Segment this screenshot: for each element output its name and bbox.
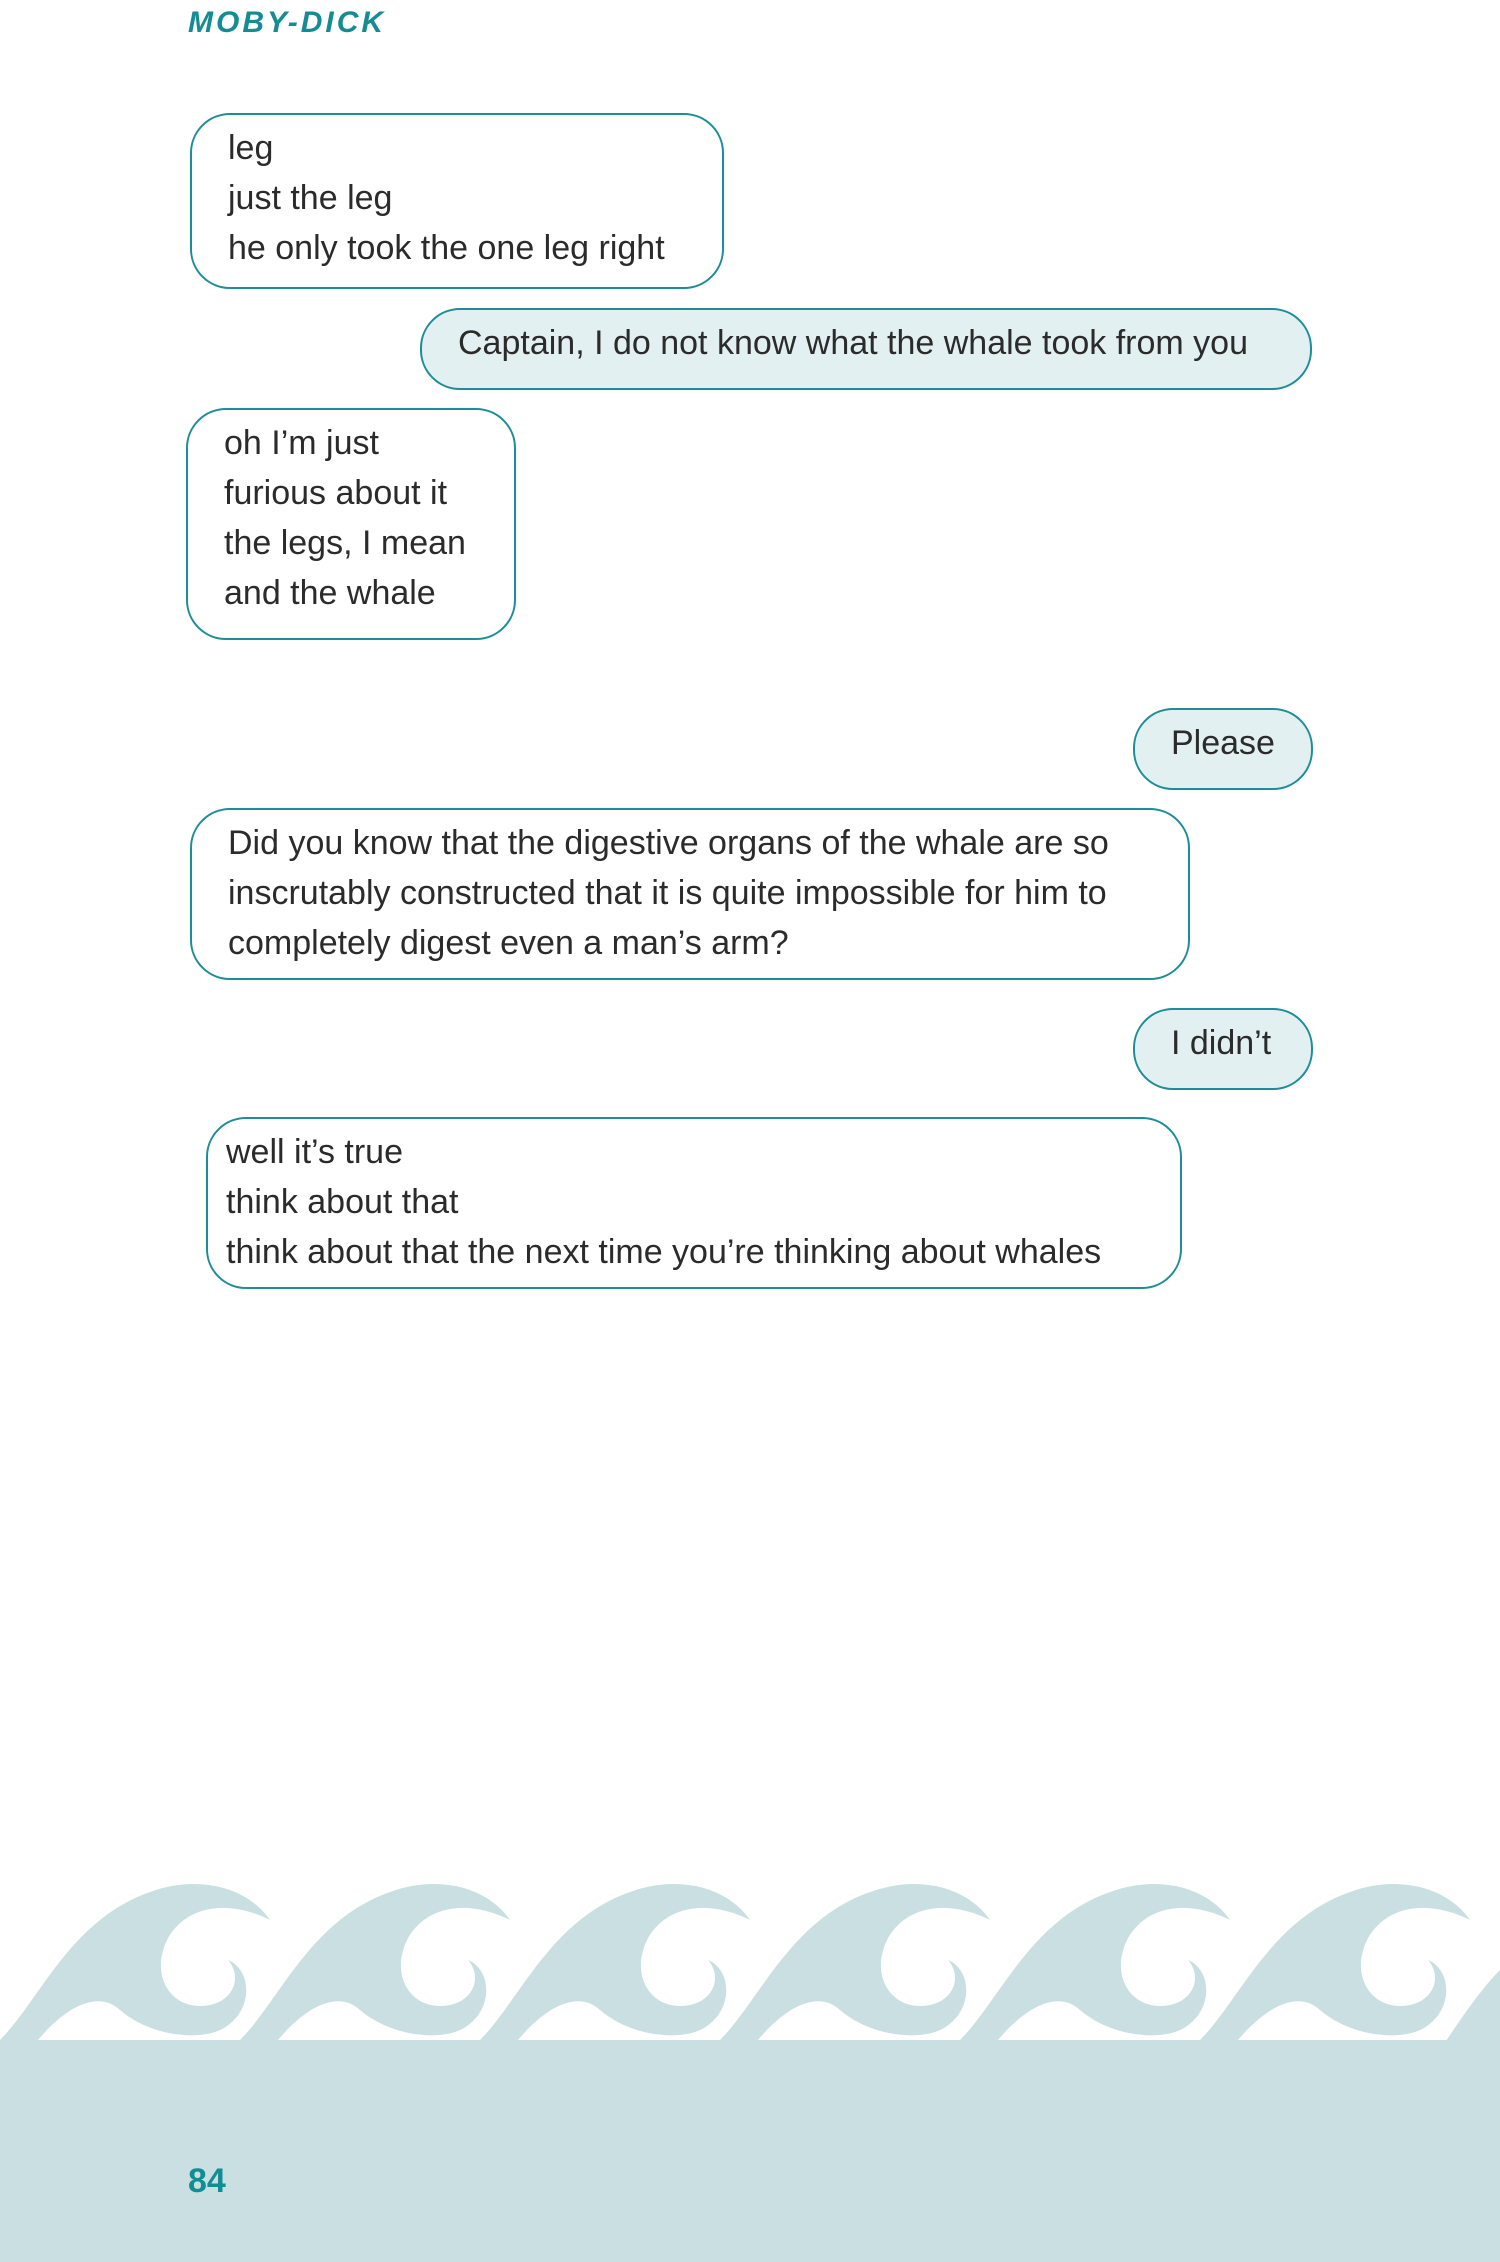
wave-crest-icon — [480, 1884, 750, 2050]
message-line: just the leg — [228, 179, 393, 217]
outgoing-message-bubble — [1133, 1008, 1313, 1090]
message-line: furious about it — [224, 474, 448, 512]
wave-crest-icon — [720, 1884, 990, 2050]
wave-crest-icon — [0, 1884, 270, 2050]
message-line: well it’s true — [226, 1133, 403, 1171]
wave-crest-icon — [240, 1884, 510, 2050]
page-number: 84 — [188, 2162, 226, 2200]
message-line: think about that the next time you’re thinking about whales — [226, 1233, 1102, 1271]
message-line: Captain, I do not know what the whale took from you — [458, 324, 1249, 362]
message-line: Please — [1171, 724, 1275, 762]
outgoing-message-bubble — [420, 308, 1312, 390]
outgoing-message-bubble — [1133, 708, 1313, 790]
incoming-message-bubble — [190, 808, 1190, 980]
message-line: Did you know that the digestive organs of the whale are so — [228, 824, 1109, 862]
message-line: leg — [228, 129, 274, 167]
message-line: I didn’t — [1171, 1024, 1272, 1062]
message-line: think about that — [226, 1183, 459, 1221]
wave-crest-icon — [1200, 1884, 1470, 2050]
message-line: and the whale — [224, 574, 436, 612]
message-line: the legs, I mean — [224, 524, 466, 562]
running-header: MOBY-DICK — [188, 6, 387, 39]
incoming-message-bubble — [206, 1117, 1182, 1289]
incoming-message-bubble — [186, 408, 516, 640]
wave-decoration — [0, 1860, 1500, 2262]
message-line: completely digest even a man’s arm? — [228, 924, 789, 962]
message-line: oh I’m just — [224, 424, 379, 462]
message-line: he only took the one leg right — [228, 229, 665, 267]
wave-crest-icon — [960, 1884, 1230, 2050]
incoming-message-bubble — [190, 113, 724, 289]
message-line: inscrutably constructed that it is quite impossible for him to — [228, 874, 1107, 912]
